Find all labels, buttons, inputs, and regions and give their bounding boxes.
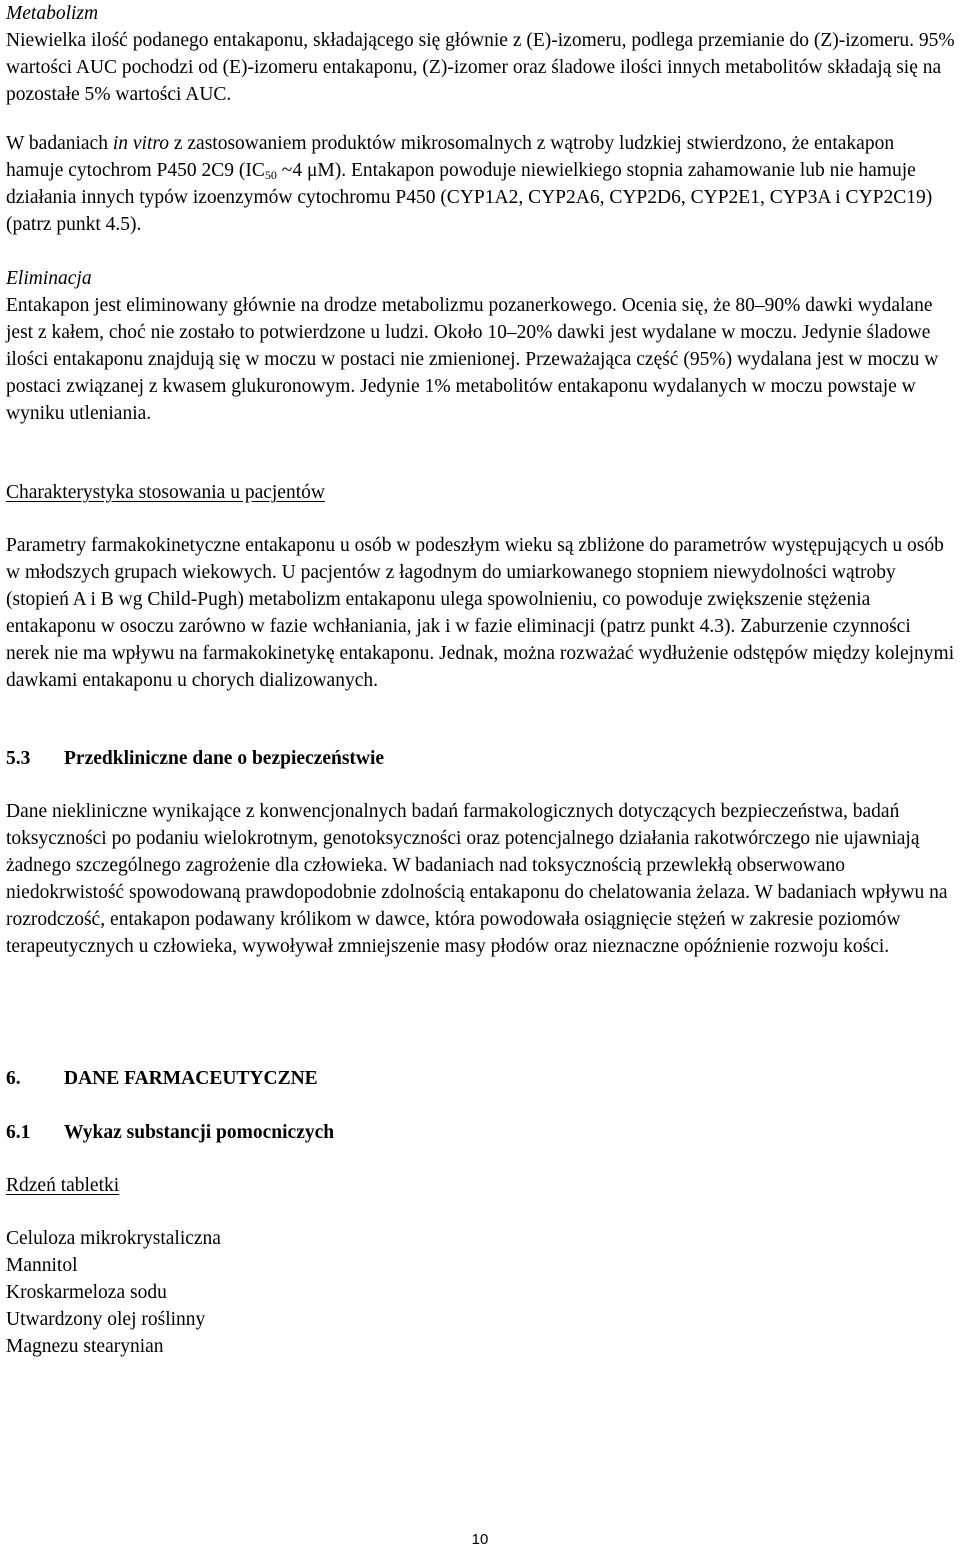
section-5-3-paragraph: Dane niekliniczne wynikające z konwencjonalnych badań farmakologicznych dotyczących bezpieczeństwa, badań toksyczności po podaniu wielokrotnym, genotoksyczności oraz potencjalnego działania rakotwórczego nie ujawniają żadnego szczególnego zagrożenie dla człowieka. W badaniach nad toksycznością przewlekłą obserwowano niedokrwistość spowodowaną prawdopodobnie zdolnością entakaponu do chelatowania żelaza. W badaniach wpływu na rozrodczość, entakapon podawany królikom w dawce, która powodowała osiągnięcie stężeń w zakresie poziomów terapeutycznych u człowieka, wywoływał zmniejszenie masy płodów oraz nieznaczne opóźnienie rozwoju kości. [6,801,948,957]
section-title: Przedkliniczne dane o bezpieczeństwie [64,748,385,769]
section-6-1-heading [6,1119,956,1146]
list-item: Celuloza mikrokrystaliczna [6,1228,221,1249]
metabolizm-heading: Metabolizm [6,3,99,24]
rdzen-heading-block [6,1172,956,1199]
eliminacja-section [6,265,956,427]
section-5-3-heading [6,745,956,772]
charakterystyka-heading-block [6,479,956,506]
in-vitro-term: in vitro [112,133,169,154]
charakterystyka-section [6,532,956,694]
section-5-3-body [6,798,956,960]
list-item: Magnezu stearynian [6,1336,164,1357]
charakterystyka-heading: Charakterystyka stosowania u pacjentów [6,482,325,503]
list-item: Mannitol [6,1255,78,1276]
rdzen-heading: Rdzeń tabletki [6,1175,120,1196]
eliminacja-heading: Eliminacja [6,268,92,289]
section-number: 5.3 [6,748,31,769]
section-number: 6. [6,1068,21,1089]
excipients-list [6,1225,956,1360]
text-fragment: ~4 μM). Entakapon powoduje niewielkiego stopnia zahamowanie lub nie hamuje działania innych typów izoenzymów cytochromu P450 (CYP1A2, CYP2A6, CYP2D6, CYP2E1, CYP3A i CYP2C19) (patrz punkt 4.5). [6,160,933,235]
section-title: Wykaz substancji pomocniczych [64,1122,335,1143]
charakterystyka-paragraph: Parametry farmakokinetyczne entakaponu u osób w podeszłym wieku są zbliżone do parametrów występujących u osób w młodszych grupach wiekowych. U pacjentów z łagodnym do umiarkowanego stopniem niewydolności wątroby (stopień A i B wg Child-Pugh) metabolizm entakaponu ulega spowolnieniu, co powoduje zwiększenie stężenia entakaponu w osoczu zarówno w fazie wchłaniania, jak i w fazie eliminacji (patrz punkt 4.3). Zaburzenie czynności nerek nie ma wpływu na farmakokinetykę entakaponu. Jednak, można rozważać wydłużenie odstępów między kolejnymi dawkami entakaponu u chorych dializowanych. [6,535,955,691]
ic50-subscript: 50 [264,168,277,182]
list-item: Utwardzony olej roślinny [6,1309,206,1330]
section-number: 6.1 [6,1122,31,1143]
text-fragment: W badaniach [6,133,113,154]
eliminacja-paragraph: Entakapon jest eliminowany głównie na drodze metabolizmu pozanerkowego. Ocenia się, że 80–90% dawki wydalane jest z kałem, choć nie zostało to potwierdzone u ludzi. Około 10–20% dawki jest wydalane w moczu. Jedynie śladowe ilości entakaponu znajdują się w moczu w postaci nie zmienionej. Przeważająca część (95%) wydalana jest w moczu w postaci związanej z kwasem glukuronowym. Jedynie 1% metabolitów entakaponu wydalanych w moczu powstaje w wyniku utleniania. [6,295,939,424]
section-title: DANE FARMACEUTYCZNE [64,1068,318,1089]
page-number: 10 [471,1531,489,1548]
section-6-heading [6,1065,956,1092]
list-item: Kroskarmeloza sodu [6,1282,167,1303]
in-vitro-paragraph [6,130,956,238]
metabolizm-paragraph: Niewielka ilość podanego entakaponu, składającego się głównie z (E)-izomeru, podlega przemianie do (Z)-izomeru. 95% wartości AUC pochodzi od (E)-izomeru entakaponu, (Z)-izomer oraz śladowe ilości innych metabolitów składają się na pozostałe 5% wartości AUC. [6,30,955,105]
text-fragment: z zastosowaniem produktów mikrosomalnych z wątroby ludzkiej stwierdzono, że entakapon hamuje cytochrom P450 2C9 (IC [6,133,895,181]
metabolizm-section [6,0,956,108]
